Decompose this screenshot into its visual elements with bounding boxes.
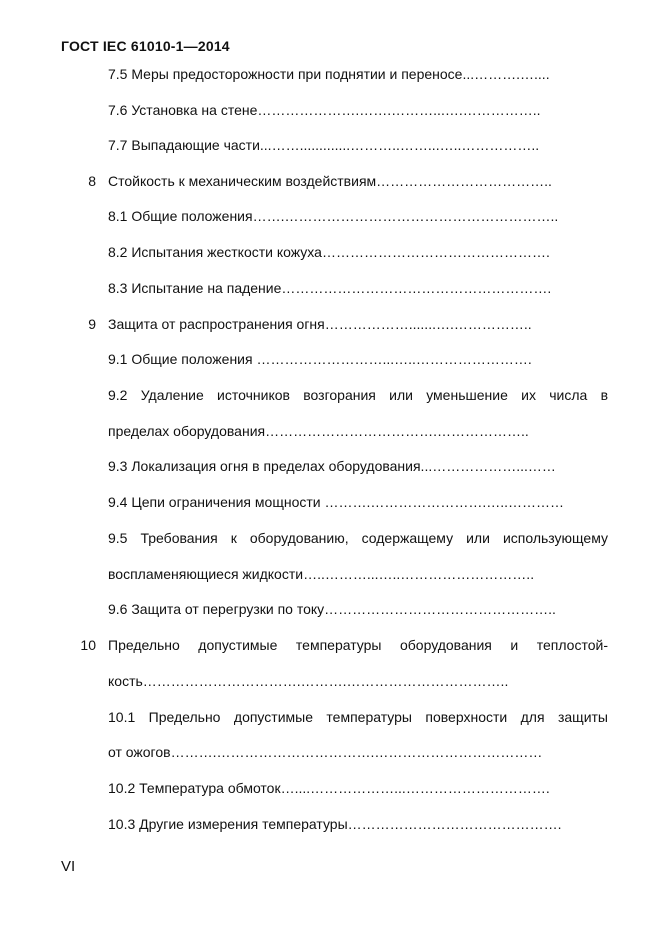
toc-entry: [108, 242, 608, 262]
toc-entry: [108, 456, 608, 476]
toc-entry-text: 7.5 Меры предосторожности при поднятии и переносе...……….…....: [108, 66, 550, 82]
toc-entry-text: 9.6 Защита от перегрузки по току…………………………………………..: [108, 601, 556, 617]
toc-entry: [108, 206, 608, 226]
toc-entry-text: 8.3 Испытание на падение………………………………………………….: [108, 280, 552, 296]
toc-entry: [108, 349, 608, 369]
toc-entry-text: 10.2 Температура обмоток…....………………...………………………….: [108, 780, 550, 796]
toc-entry-text: 9.1 Общие положения ………………………...…..…………………….: [108, 351, 532, 367]
toc-entry: [108, 314, 608, 334]
toc-entry-text: пределах оборудования……………………………….………………..: [108, 423, 529, 439]
toc-entry: [108, 492, 608, 512]
toc-entry-text: Предельно допустимые температуры оборудования и теплостой-: [108, 637, 608, 653]
toc-entry-text: 9.2 Удаление источников возгорания или уменьшение их числа в: [108, 387, 608, 403]
toc-entry: [108, 278, 608, 298]
page-number: VI: [61, 858, 76, 875]
toc-entry-text: Стойкость к механическим воздействиям………………………………..: [108, 173, 552, 189]
toc-entry: [108, 814, 608, 834]
toc-entry: [108, 135, 608, 155]
toc-entry: [108, 742, 608, 762]
toc-entry: [108, 778, 608, 798]
document-header: ГОСТ IEC 61010-1—2014: [61, 38, 230, 54]
toc-entry-text: Защита от распространения огня……………….......….……………..: [108, 316, 532, 332]
toc-entry: [108, 564, 608, 584]
toc-entry-text: кость…………………………….……….……………………………..: [108, 673, 509, 689]
toc-entry-text: 7.6 Установка на стене………………….…….………...….……………..: [108, 102, 541, 118]
toc-entry: [108, 64, 608, 84]
toc-section-number: 10: [80, 637, 96, 653]
toc-section-number: 8: [88, 173, 96, 189]
toc-entry-text: от ожогов……….…………………………….………………………………: [108, 744, 543, 760]
toc-entry-text: 9.3 Локализация огня в пределах оборудования...………………...……: [108, 458, 556, 474]
toc-entry: [108, 528, 608, 548]
toc-entry-text: 10.1 Предельно допустимые температуры поверхности для защиты: [108, 709, 608, 725]
toc-entry-text: 9.5 Требования к оборудованию, содержащему или использующему: [108, 530, 608, 546]
toc-entry: [108, 100, 608, 120]
toc-entry: [108, 421, 608, 441]
toc-entry-text: 7.7 Выпадающие части...…….............………..……...…..……………..: [108, 137, 540, 153]
toc-entry-text: воспламеняющиеся жидкости…..………...…..………………………..: [108, 566, 535, 582]
toc-entry-text: 9.4 Цепи ограничения мощности ……….…………………….…..…………: [108, 494, 565, 510]
toc-entry: [108, 171, 608, 191]
toc-section-number: 9: [88, 316, 96, 332]
toc-entry: [108, 385, 608, 405]
toc-entry: [108, 635, 608, 655]
toc-entry: [108, 707, 608, 727]
toc-entry-text: 8.2 Испытания жесткости кожуха………………………………………….: [108, 244, 550, 260]
toc-entry-text: 10.3 Другие измерения температуры……………………………………….: [108, 816, 562, 832]
toc-entry: [108, 671, 608, 691]
toc-entry: [108, 599, 608, 619]
toc-entry-text: 8.1 Общие положения…….…………………………………………………..: [108, 208, 559, 224]
